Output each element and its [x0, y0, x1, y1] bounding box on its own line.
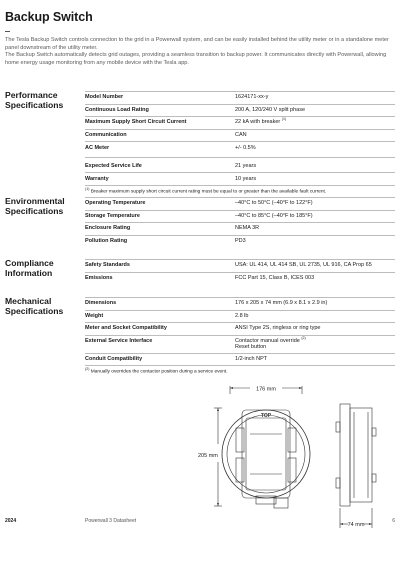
- spec-value: ANSI Type 2S, ringless or ring type: [235, 325, 321, 331]
- page-number: 6: [392, 518, 395, 524]
- footnote-marker: (2): [301, 335, 306, 340]
- spec-value: NEMA 3R: [235, 225, 260, 231]
- spec-value: 10 years: [235, 176, 257, 182]
- spec-value-text: Contactor manual override: [235, 337, 300, 344]
- table-row: [85, 235, 395, 248]
- spec-label: AC Meter: [85, 145, 110, 151]
- spec-label: Weight: [85, 312, 104, 319]
- spec-value: +/- 0.5%: [235, 145, 256, 151]
- mechanical-table: [85, 297, 395, 375]
- spec-value: USA: UL 414, UL 414 SB, UL 2735, UL 916, CA Prop 65: [235, 262, 372, 268]
- compliance-table: [85, 259, 395, 284]
- spec-label: Emissions: [85, 274, 113, 281]
- table-row: [85, 91, 395, 104]
- spec-value: 1624171-xx-y: [235, 94, 269, 100]
- spec-value: [235, 335, 395, 350]
- intro-paragraph-1: The Tesla Backup Switch controls connection to the grid in a Powerwall system, and can be easily installed behind the utility meter or in a standalone meter panel downstream of the utility meter.: [5, 37, 389, 51]
- depth-dimension-label: 74 mm: [347, 522, 365, 528]
- spec-value: CAN: [235, 131, 247, 138]
- spec-value: 176 x 205 x 74 mm (6.9 x 8.1 x 2.9 in): [235, 300, 328, 306]
- spec-label: External Service Interface: [85, 337, 153, 344]
- spec-value: 200 A, 120/240 V split phase: [235, 106, 306, 113]
- spec-label: Operating Temperature: [85, 200, 146, 206]
- performance-table: [85, 91, 395, 195]
- environmental-title: Environmental Specifications: [5, 196, 65, 216]
- table-row: [85, 222, 395, 235]
- table-row: [85, 210, 395, 223]
- spec-value: [235, 119, 395, 125]
- spec-value-text: 22 kA with breaker: [235, 119, 281, 125]
- dimension-drawing: [190, 378, 400, 538]
- spec-label: Conduit Compatibility: [85, 356, 143, 362]
- spec-label: Maximum Supply Short Circuit Current: [85, 119, 187, 125]
- title-divider: [5, 31, 10, 32]
- mechanical-footnote: [85, 365, 395, 375]
- footnote-marker: (2): [85, 367, 90, 371]
- footnote-marker: (1): [85, 187, 90, 191]
- footnote-text: Manually overrides the contactor position during a service event.: [90, 369, 228, 375]
- footnote-marker: (1): [281, 117, 287, 122]
- spec-label: Continuous Load Rating: [85, 106, 149, 113]
- table-row: [85, 116, 395, 129]
- table-row: [85, 272, 395, 285]
- spec-value: –40°C to 85°C (–40°F to 185°F): [235, 212, 313, 219]
- footer-year: 2024: [5, 518, 17, 524]
- table-row: [85, 310, 395, 323]
- intro-text: [5, 37, 390, 67]
- spec-label: Safety Standards: [85, 262, 130, 268]
- table-row: [85, 322, 395, 335]
- table-row: [85, 141, 395, 157]
- environmental-table: [85, 197, 395, 247]
- spec-label: Expected Service Life: [85, 162, 142, 169]
- footnote-text: Breaker maximum supply short circuit current rating must be equal to or greater than the available fault current.: [90, 189, 327, 195]
- table-row: [85, 297, 395, 310]
- table-row: [85, 157, 395, 173]
- spec-value: 1/2-inch NPT: [235, 356, 268, 362]
- performance-title: Performance Specifications: [5, 90, 64, 110]
- spec-label: Dimensions: [85, 300, 117, 306]
- spec-label: Storage Temperature: [85, 212, 140, 219]
- table-row: [85, 259, 395, 272]
- footer-document-name: Powerwall 3 Datasheet: [85, 518, 137, 524]
- spec-value: –40°C to 50°C (–40°F to 122°F): [235, 200, 313, 206]
- compliance-title: Compliance Information: [5, 258, 54, 278]
- spec-label: Meter and Socket Compatibility: [85, 325, 167, 331]
- mechanical-title: Mechanical Specifications: [5, 296, 64, 316]
- spec-label: Communication: [85, 131, 127, 138]
- table-row: [85, 335, 395, 353]
- spec-label: Model Number: [85, 94, 124, 100]
- spec-value: PD3: [235, 237, 246, 244]
- table-row: [85, 104, 395, 117]
- performance-footnote: [85, 185, 395, 195]
- table-row: [85, 129, 395, 142]
- width-dimension-label: 176 mm: [256, 386, 276, 393]
- spec-value: 2.8 lb: [235, 312, 249, 319]
- table-row: [85, 172, 395, 185]
- spec-value-text: Reset button: [235, 343, 267, 350]
- spec-label: Enclosure Rating: [85, 225, 131, 231]
- top-marking-label: TOP: [260, 413, 272, 419]
- table-row: [85, 353, 395, 366]
- spec-value: FCC Part 15, Class B, ICES 003: [235, 274, 315, 281]
- page-title: Backup Switch: [5, 10, 93, 24]
- table-row: [85, 197, 395, 210]
- spec-label: Pollution Rating: [85, 237, 128, 244]
- intro-paragraph-2: The Backup Switch automatically detects grid outages, providing a seamless transition to backup power. It communicates directly with Powerwall, allowing home energy usage monitoring from any mobile device with the Tesla app.: [5, 52, 387, 66]
- spec-value: 21 years: [235, 162, 257, 169]
- spec-label: Warranty: [85, 176, 109, 182]
- height-dimension-label: 205 mm: [198, 453, 218, 459]
